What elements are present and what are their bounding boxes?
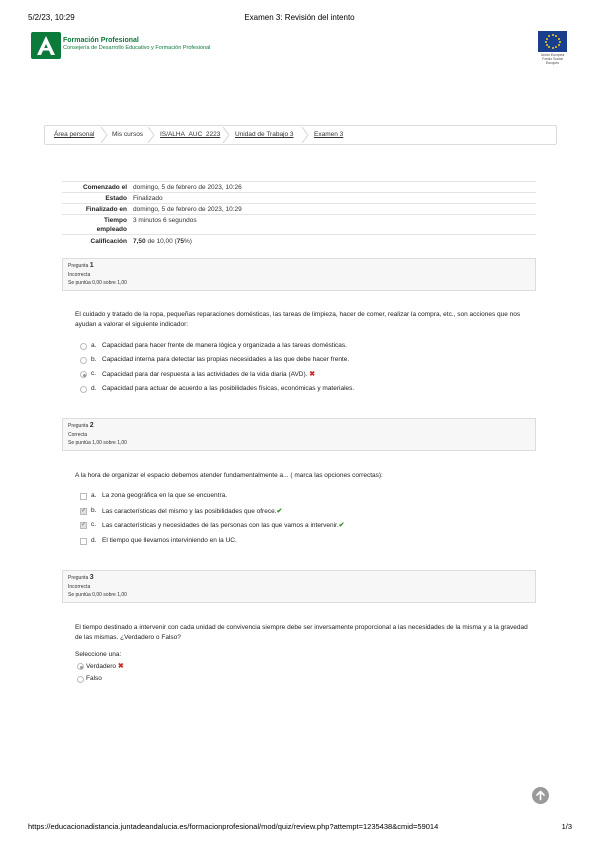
page-url: https://educacionadistancia.juntadeandalucia.es/formacionprofesional/mod/quiz/review.php?attempt=1235438&cmid=59014 xyxy=(28,822,439,831)
checkbox-checked[interactable] xyxy=(80,522,87,529)
question-text-3: El tiempo destinado a intervenir con cada unidad de convivencia siempre debe ser inversamente proporcional a las necesidades de la misma y a la gravedad de las mismas. ¿Verdadero o Falso? xyxy=(75,624,528,641)
checkbox[interactable] xyxy=(80,538,87,545)
question-info-3 xyxy=(62,570,536,603)
question-status: Correcta xyxy=(68,431,88,438)
summary-row-state xyxy=(62,192,536,203)
summary-value: domingo, 5 de febrero de 2023, 10:26 xyxy=(133,184,242,191)
question-status: Incorrecta xyxy=(68,271,91,278)
radio-button-selected[interactable] xyxy=(80,371,87,378)
correct-check-icon: ✔ xyxy=(276,508,283,515)
print-date: 5/2/23, 10:29 xyxy=(28,13,75,22)
summary-value: Finalizado xyxy=(133,195,163,202)
brand-subtitle: Consejería de Desarrollo Educativo y Formación Profesional xyxy=(63,45,211,51)
radio-button[interactable] xyxy=(80,386,87,393)
summary-row-time xyxy=(62,214,536,234)
chevron-right-icon xyxy=(147,127,155,143)
answer-option[interactable]: d. Capacidad para actuar de acuerdo a las posibilidades físicas, económicas y materiales. xyxy=(80,384,510,396)
summary-label: Finalizado en xyxy=(85,206,127,213)
question-info-2 xyxy=(62,418,536,451)
radio-button[interactable] xyxy=(77,676,84,683)
breadcrumb xyxy=(44,125,557,145)
answer-option[interactable]: a. La zona geográfica en la que se encuentra. xyxy=(80,491,510,503)
question-points: Se puntúa 0,00 sobre 1,00 xyxy=(68,592,127,598)
print-header xyxy=(0,13,599,25)
breadcrumb-course[interactable]: IS/ALHA_AUC_2223 xyxy=(160,131,221,138)
summary-row-started xyxy=(62,181,536,192)
summary-value: domingo, 5 de febrero de 2023, 10:29 xyxy=(133,206,242,213)
breadcrumb-exam[interactable]: Examen 3 xyxy=(314,131,344,138)
radio-button-selected[interactable] xyxy=(77,663,84,670)
summary-label: Calificación xyxy=(90,238,127,245)
summary-value: 7,50 de 10,00 (75%) xyxy=(133,238,192,245)
question-number: Pregunta 3 xyxy=(68,574,94,581)
question-info-1 xyxy=(62,258,536,291)
logo-a-icon xyxy=(31,32,61,59)
question-points: Se puntúa 1,00 sobre 1,00 xyxy=(68,440,127,446)
print-title: Examen 3: Revisión del intento xyxy=(244,13,355,22)
eu-flag-icon xyxy=(538,31,567,52)
question-number: Pregunta 1 xyxy=(68,262,94,269)
breadcrumb-mis-cursos[interactable]: Mis cursos xyxy=(112,131,144,138)
answer-option[interactable]: Falso xyxy=(77,675,197,686)
answer-option-selected[interactable]: c. Capacidad para dar respuesta a las actividades de la vida diaria (AVD). ✖ xyxy=(80,369,510,381)
breadcrumb-unit[interactable]: Unidad de Trabajo 3 xyxy=(235,131,294,138)
question-number: Pregunta 2 xyxy=(68,422,94,429)
brand-name: Formación Profesional xyxy=(63,37,139,44)
eu-fund-logo xyxy=(538,31,567,65)
eu-caption: Unión Europea Fondo Social Europeo xyxy=(540,53,565,65)
answer-option-selected[interactable]: ✓ c. Las características y necesidades de las personas con las que vamos a intervenir.✔ xyxy=(80,520,510,532)
select-one-prompt: Seleccione una: xyxy=(75,651,122,658)
checkbox-checked[interactable] xyxy=(80,508,87,515)
correct-check-icon: ✔ xyxy=(338,522,345,529)
arrow-up-icon xyxy=(535,790,546,801)
scroll-to-top-button[interactable] xyxy=(532,787,549,804)
summary-row-grade xyxy=(62,234,536,246)
page-number: 1/3 xyxy=(561,822,572,831)
chevron-right-icon xyxy=(222,127,230,143)
radio-button[interactable] xyxy=(80,357,87,364)
breadcrumb-area-personal[interactable]: Área personal xyxy=(54,131,95,138)
summary-label: Estado xyxy=(105,195,127,202)
radio-button[interactable] xyxy=(80,343,87,350)
checkbox[interactable] xyxy=(80,493,87,500)
summary-row-finished xyxy=(62,203,536,214)
question-status: Incorrecta xyxy=(68,583,91,590)
summary-value: 3 minutos 6 segundos xyxy=(133,217,197,224)
answer-option-selected[interactable]: ✓ b. Las características del mismo y las posibilidades que ofrece.✔ xyxy=(80,506,510,518)
summary-label: Comenzado el xyxy=(82,184,127,191)
incorrect-x-icon: ✖ xyxy=(117,663,124,670)
answer-option[interactable]: b. Capacidad interna para detectar las propias necesidades a las que debe hacer frente. xyxy=(80,355,510,367)
question-points: Se puntúa 0,00 sobre 1,00 xyxy=(68,280,127,286)
answer-option[interactable]: d. El tiempo que llevamos interviniendo en la UC. xyxy=(80,536,510,548)
answer-option-selected[interactable]: Verdadero ✖ xyxy=(77,662,197,673)
attempt-summary-table xyxy=(62,181,536,246)
question-text-2: A la hora de organizar el espacio debemos atender fundamentalmente a... ( marca las opciones correctas): xyxy=(75,472,383,479)
question-text-1: El cuidado y tratado de la ropa, pequeñas reparaciones domésticas, las tareas de limpieza, hacer de comer, realizar la compra, etc., son acciones que nos ayudan a valorar el siguiente indicador: xyxy=(75,311,521,328)
summary-label: Tiempo empleado xyxy=(96,217,127,233)
chevron-right-icon xyxy=(301,127,309,143)
chevron-right-icon xyxy=(100,127,108,143)
incorrect-x-icon: ✖ xyxy=(309,371,316,378)
answer-option[interactable]: a. Capacidad para hacer frente de manera lógica y organizada a las tareas domésticas. xyxy=(80,341,510,353)
junta-andalucia-logo[interactable] xyxy=(31,32,61,59)
